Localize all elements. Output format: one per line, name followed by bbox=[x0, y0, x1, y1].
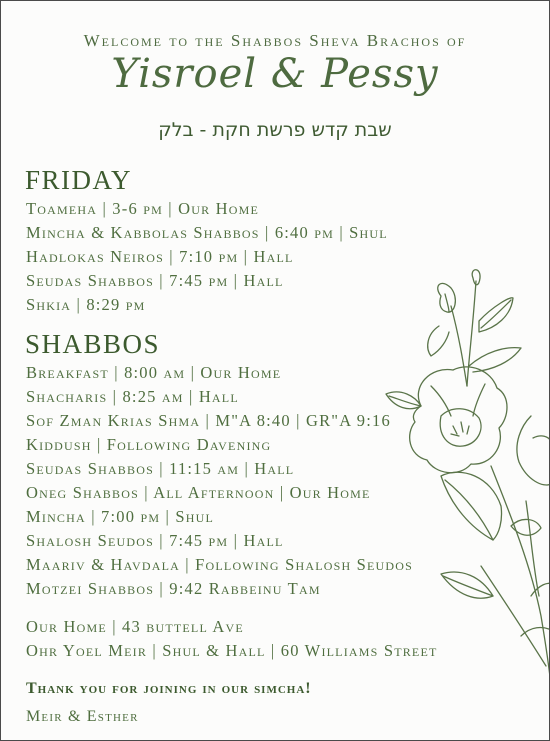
schedule-item: Mincha | 7:00 pm | Shul bbox=[26, 507, 215, 526]
schedule-item: Shacharis | 8:25 am | Hall bbox=[26, 387, 239, 406]
schedule-item: Shkia | 8:29 pm bbox=[26, 295, 146, 314]
schedule-item: Sof Zman Krias Shma | M"A 8:40 | GR"A 9:16 bbox=[26, 411, 391, 430]
welcome-heading: Welcome to the Shabbos Sheva Brachos of bbox=[83, 31, 467, 50]
shabbos-schedule bbox=[26, 361, 413, 601]
schedule-item: Maariv & Havdala | Following Shalosh Seudos bbox=[26, 555, 414, 574]
schedule-item: Hadlokas Neiros | 7:10 pm | Hall bbox=[26, 247, 294, 266]
schedule-item: Toameha | 3-6 pm | Our Home bbox=[26, 199, 260, 218]
schedule-item: Breakfast | 8:00 am | Our Home bbox=[26, 363, 282, 382]
hebrew-parsha-line: שבת קדש פרשת חקת - בלק bbox=[158, 119, 392, 141]
schedule-item: Oneg Shabbos | All Afternoon | Our Home bbox=[26, 483, 371, 502]
schedule-item: Mincha & Kabbolas Shabbos | 6:40 pm | Shul bbox=[26, 223, 388, 242]
schedule-item: Kiddush | Following Davening bbox=[26, 435, 272, 454]
schedule-item: Seudas Shabbos | 7:45 pm | Hall bbox=[26, 271, 284, 290]
flower-illustration bbox=[381, 266, 550, 686]
schedule-item: Seudas Shabbos | 11:15 am | Hall bbox=[26, 459, 295, 478]
address-item: Ohr Yoel Meir | Shul & Hall | 60 Williams Street bbox=[26, 641, 438, 660]
friday-schedule bbox=[26, 197, 388, 317]
schedule-item: Shalosh Seudos | 7:45 pm | Hall bbox=[26, 531, 284, 550]
shabbos-heading: SHABBOS bbox=[25, 329, 161, 359]
schedule-item: Motzei Shabbos | 9:42 Rabbeinu Tam bbox=[26, 579, 321, 598]
signature: Meir & Esther bbox=[26, 708, 139, 725]
address-item: Our Home | 43 buttell Ave bbox=[26, 617, 244, 636]
couple-names: Yisroel & Pessy bbox=[111, 51, 439, 97]
thank-you-line: Thank you for joining in our simcha! bbox=[26, 680, 312, 697]
friday-heading: FRIDAY bbox=[25, 165, 133, 195]
address-list bbox=[26, 615, 438, 663]
